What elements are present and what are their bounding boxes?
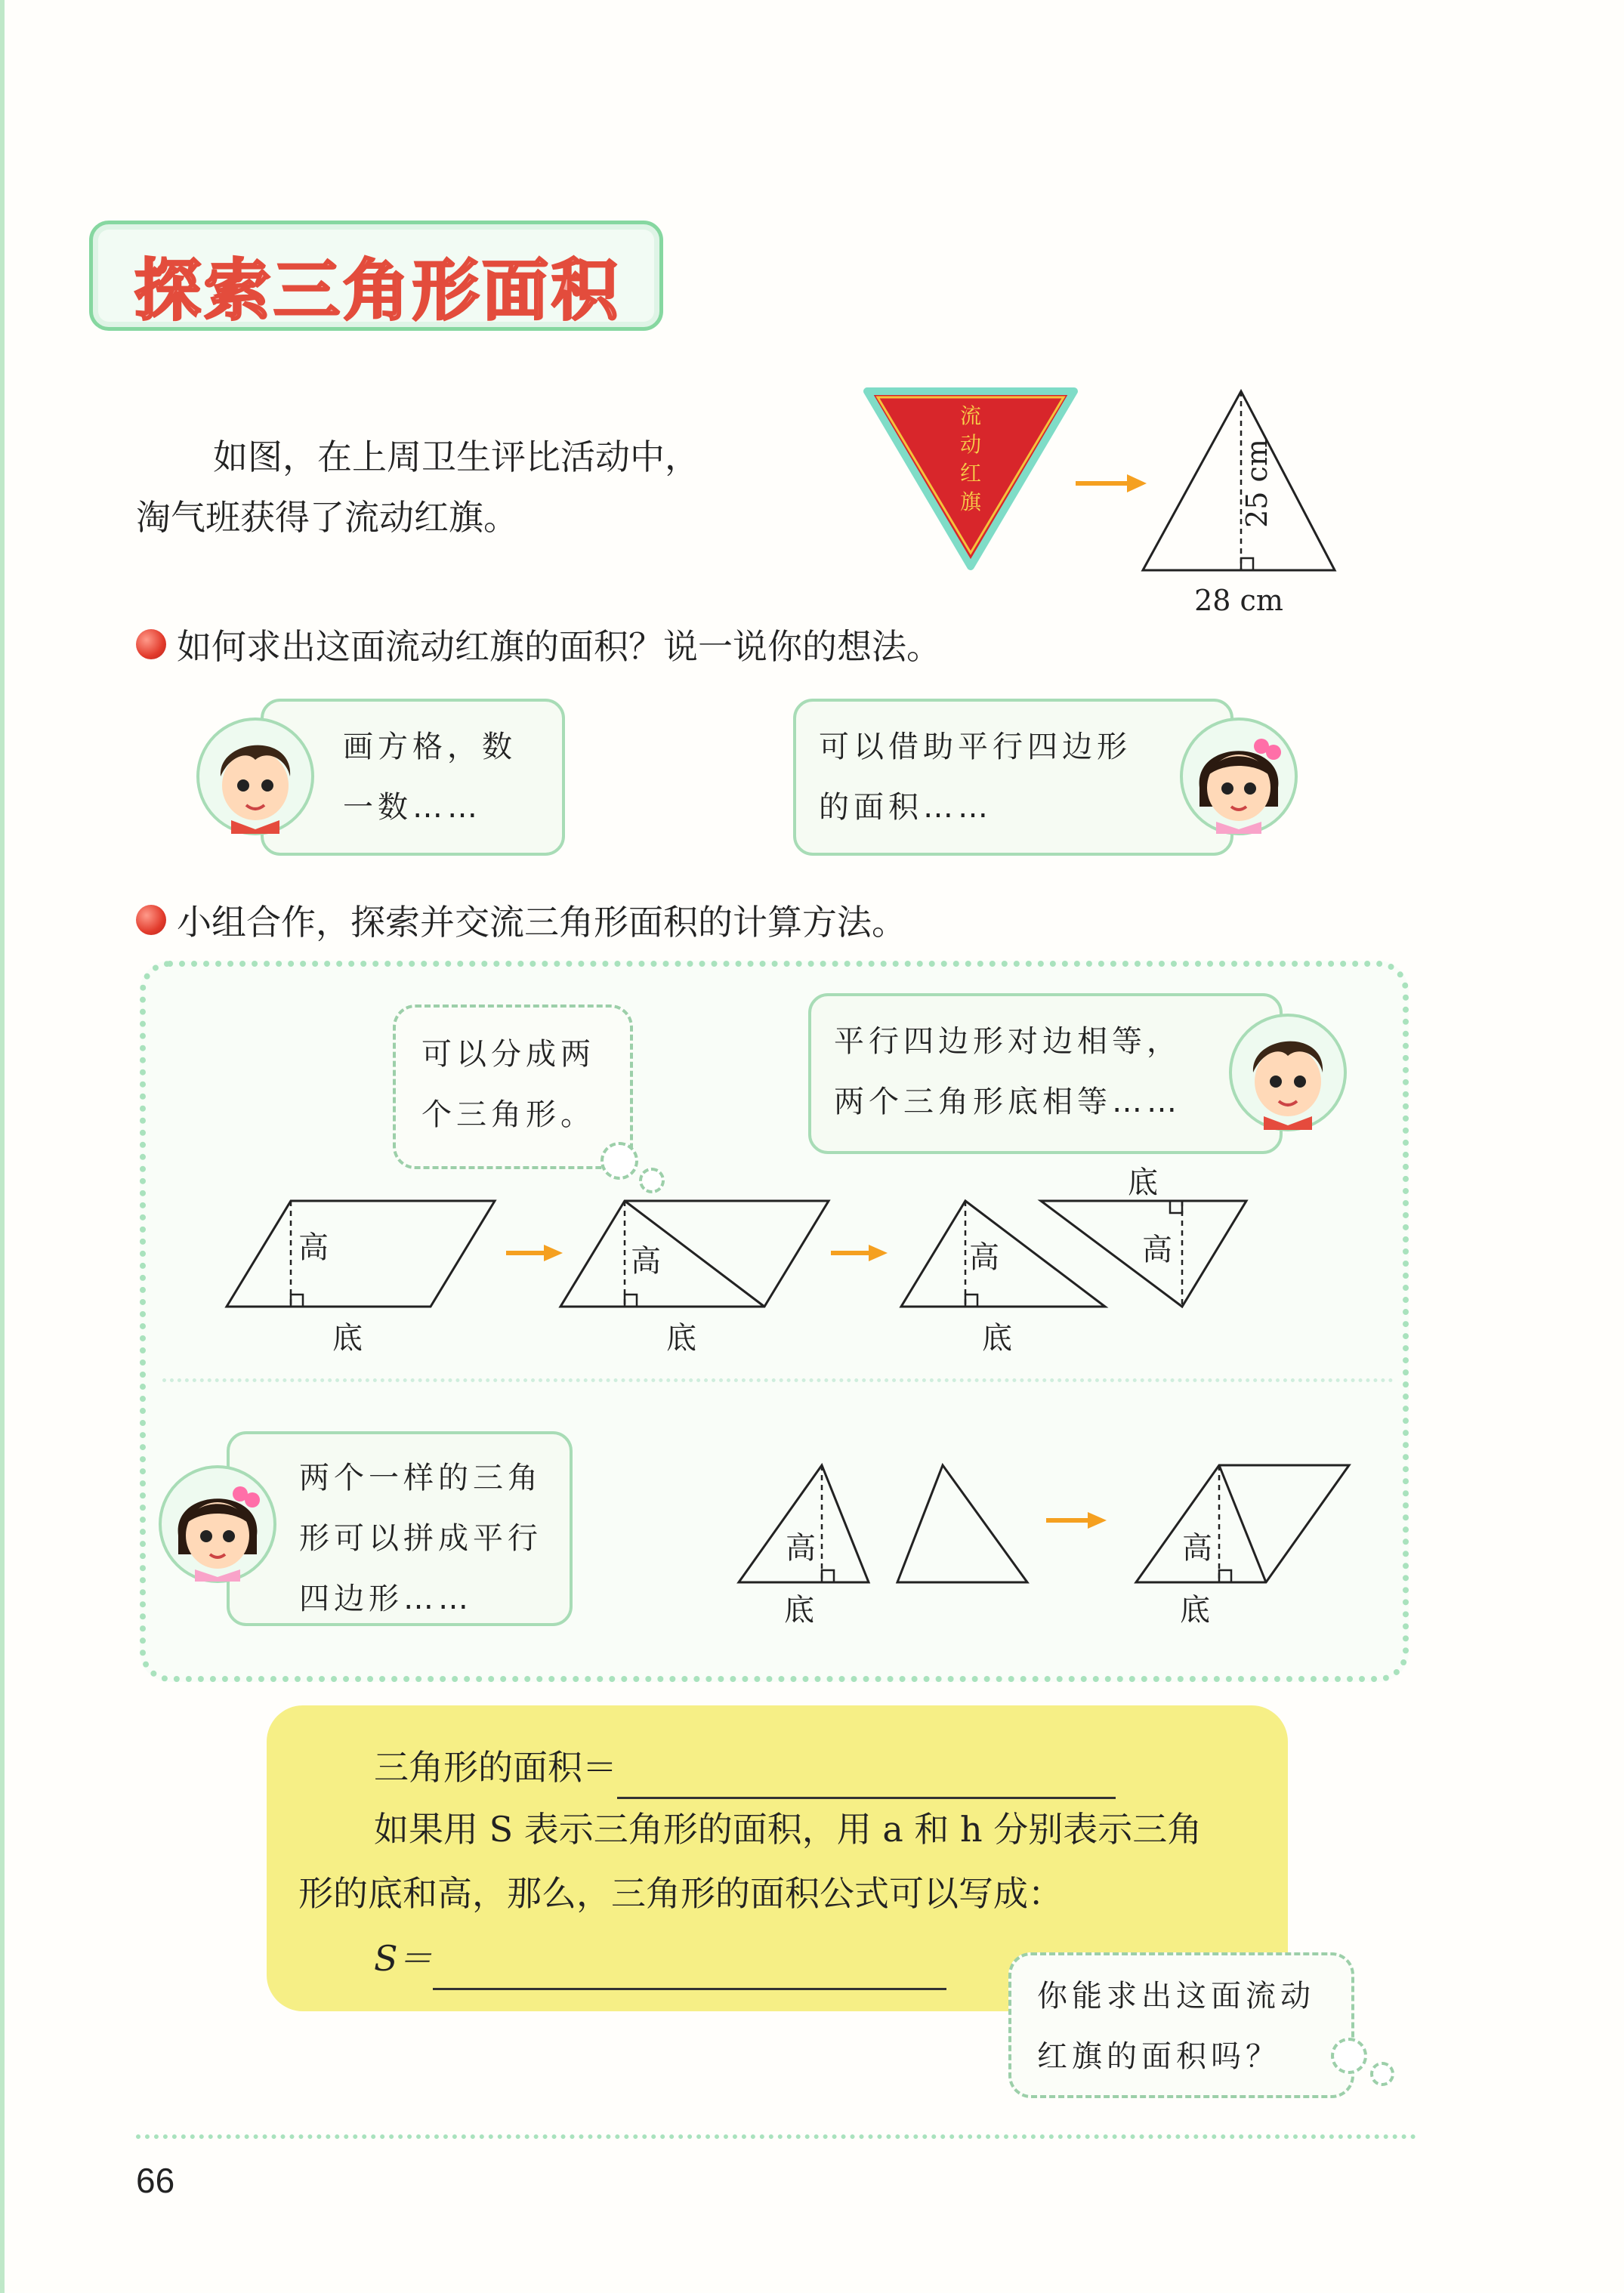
- height-label: 高: [631, 1244, 661, 1279]
- question-1-text: 如何求出这面流动红旗的面积？说一说你的想法。: [177, 626, 941, 667]
- formula-line-1: [374, 1733, 1116, 1799]
- bubble-line: 可以分成两: [421, 1037, 595, 1072]
- bubble-line: 四边形……: [299, 1582, 473, 1616]
- intro-line-1: 如图，在上周卫生评比活动中，: [213, 437, 699, 477]
- base-label: 底: [784, 1593, 814, 1628]
- footer-divider: [136, 2134, 1416, 2139]
- bubble-line: 红旗的面积吗？: [1037, 2039, 1280, 2074]
- flag-char-2: 动: [959, 432, 982, 457]
- boy-avatar-icon: [1227, 1012, 1348, 1133]
- intro-line-2: 淘气班获得了流动红旗。: [136, 497, 518, 538]
- base-label: 底: [666, 1321, 696, 1356]
- bubble-line: 两个一样的三角: [299, 1461, 542, 1495]
- bubble-line: 一数……: [343, 790, 482, 825]
- flag-char-4: 旗: [959, 489, 982, 514]
- height-label: 高: [1182, 1531, 1212, 1566]
- flag-char-3: 红: [959, 461, 982, 486]
- flag-base-label: 28 cm: [1194, 584, 1283, 617]
- height-label: 高: [969, 1240, 999, 1275]
- girl-avatar-icon: [1178, 716, 1299, 837]
- thought-dot: [1331, 2038, 1367, 2074]
- red-flag-illustration: [861, 385, 1080, 574]
- section-title: 探索三角形面积: [134, 252, 622, 329]
- triangle-combine-diagram: [733, 1454, 1360, 1590]
- flag-triangle-diagram: [1137, 385, 1352, 619]
- formula-line-4: [374, 1924, 946, 1990]
- thought-dot: [601, 1142, 638, 1180]
- flag-height-label: 25 cm: [1240, 439, 1274, 528]
- formula-area-label: 三角形的面积＝: [374, 1747, 617, 1788]
- thought-bubble-flag-question: [1008, 1952, 1354, 2098]
- formula-line-2: 如果用 S 表示三角形的面积，用 a 和 h 分别表示三角: [374, 1809, 1203, 1850]
- base-label: 底: [1128, 1165, 1158, 1200]
- height-label: 高: [786, 1531, 816, 1566]
- parallelogram-split-diagram: [219, 1193, 1269, 1356]
- thought-dot: [1370, 2062, 1394, 2086]
- bubble-line: 个三角形。: [421, 1097, 595, 1132]
- girl-avatar-icon: [157, 1464, 278, 1585]
- page-edge: [0, 0, 5, 2293]
- bubble-line: 平行四边形对边相等，: [834, 1024, 1181, 1059]
- answer-blank-area[interactable]: [617, 1733, 1116, 1799]
- bubble-line: 两个三角形底相等……: [834, 1085, 1181, 1119]
- boy-avatar-icon: [195, 716, 316, 837]
- speech-bubble-girl-parallelogram: [793, 699, 1233, 856]
- question-1: [136, 619, 941, 669]
- height-label: 高: [298, 1230, 329, 1265]
- bubble-line: 画方格，数: [343, 730, 517, 764]
- page-number: 66: [136, 2161, 175, 2200]
- bubble-line: 形可以拼成平行: [299, 1521, 542, 1556]
- question-2: [136, 895, 906, 945]
- base-label: 底: [332, 1321, 363, 1356]
- question-2-text: 小组合作，探索并交流三角形面积的计算方法。: [177, 902, 906, 943]
- thought-bubble-split: [393, 1005, 633, 1169]
- bubble-line: 可以借助平行四边形: [819, 730, 1132, 764]
- speech-bubble-boy-equal: [808, 993, 1283, 1154]
- bullet-icon: [136, 905, 166, 935]
- bubble-line: 的面积……: [819, 790, 993, 825]
- speech-bubble-girl-combine: [227, 1431, 573, 1626]
- answer-blank-formula[interactable]: [433, 1924, 946, 1990]
- thought-dot: [639, 1168, 665, 1193]
- formula-line-3: 形的底和高，那么，三角形的面积公式可以写成：: [298, 1873, 1063, 1914]
- section-title-badge: [89, 221, 663, 331]
- base-label: 底: [1180, 1593, 1210, 1628]
- base-label: 底: [982, 1321, 1012, 1356]
- height-label: 高: [1142, 1233, 1172, 1267]
- formula-s-label: S＝: [374, 1938, 433, 1979]
- bubble-line: 你能求出这面流动: [1037, 1979, 1315, 2014]
- bullet-icon: [136, 629, 166, 659]
- section-divider: [162, 1378, 1394, 1382]
- flag-char-1: 流: [959, 403, 982, 428]
